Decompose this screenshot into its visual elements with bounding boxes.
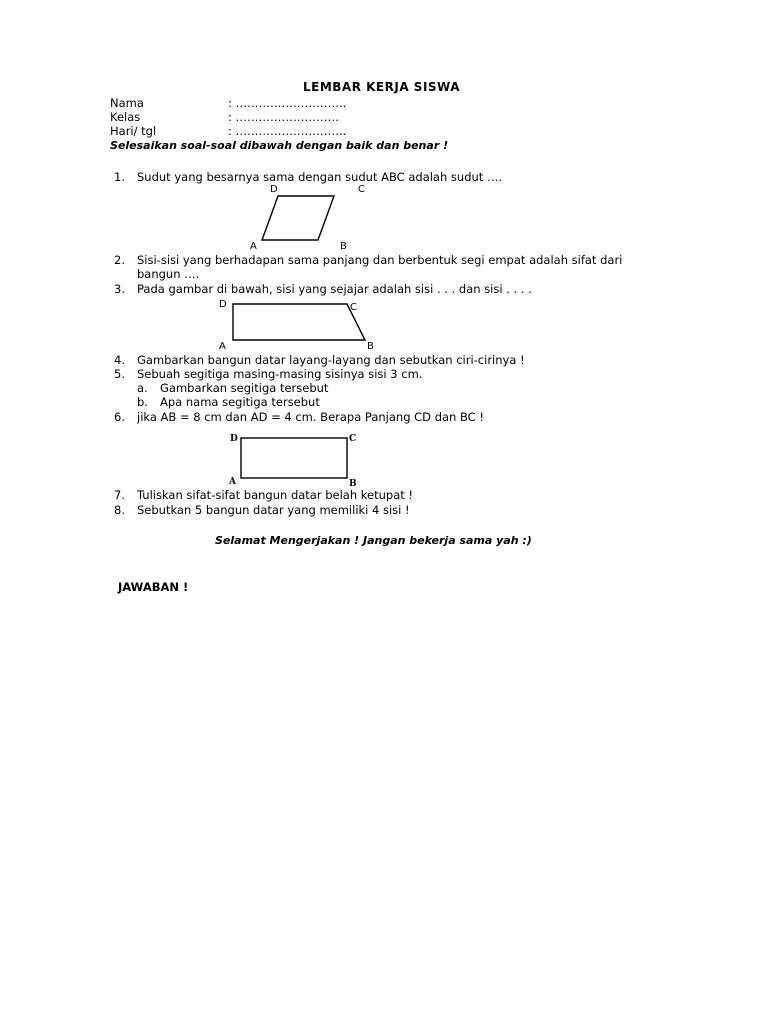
question-number: 3. <box>114 282 125 296</box>
answer-heading: JAWABAN ! <box>118 580 189 594</box>
sub-question-text: Gambarkan segitiga tersebut <box>160 381 329 395</box>
question-text: Sebutkan 5 bangun datar yang memiliki 4 sisi ! <box>137 503 410 517</box>
vertex-a-label: A <box>219 341 226 352</box>
page-title: LEMBAR KERJA SISWA <box>303 80 461 94</box>
question-text: Sudut yang besarnya sama dengan sudut ABC adalah sudut …. <box>137 170 503 184</box>
vertex-d-label: D <box>219 299 227 310</box>
vertex-c-label: C <box>349 434 357 444</box>
question-number: 7. <box>114 488 125 502</box>
vertex-c-label: C <box>350 302 357 313</box>
question-number: 2. <box>114 253 125 267</box>
sub-question-text: Apa nama segitiga tersebut <box>160 395 320 409</box>
trapezoid-shape <box>233 304 365 340</box>
question-number: 5. <box>114 367 125 381</box>
closing-message: Selamat Mengerjakan ! Jangan bekerja sama yah :) <box>215 534 532 547</box>
field-name-label: Nama <box>110 96 144 110</box>
question-text: jika AB = 8 cm dan AD = 4 cm. Berapa Panjang CD dan BC ! <box>137 410 484 424</box>
parallelogram-figure <box>240 184 380 256</box>
vertex-d-label: D <box>230 434 238 444</box>
question-number: 8. <box>114 503 125 517</box>
field-date-label: Hari/ tgl <box>110 124 157 138</box>
sub-question-number: a. <box>137 381 148 395</box>
parallelogram-shape <box>262 196 334 240</box>
vertex-b-label: B <box>340 241 347 252</box>
vertex-b-label: B <box>367 341 374 352</box>
vertex-a-label: A <box>250 241 257 252</box>
question-number: 1. <box>114 170 125 184</box>
field-name-value: : ……………………….. <box>228 96 347 110</box>
instruction: Selesaikan soal-soal dibawah dengan baik dan benar ! <box>110 139 449 152</box>
question-text-continued: bangun …. <box>137 267 200 281</box>
field-class-value: : ……………………… <box>228 110 340 124</box>
question-text: Pada gambar di bawah, sisi yang sejajar adalah sisi . . . dan sisi . . . . <box>137 282 532 296</box>
field-date-value: : ……………………….. <box>228 124 347 138</box>
field-class-label: Kelas <box>110 110 141 124</box>
question-text: Sebuah segitiga masing-masing sisinya sisi 3 cm. <box>137 367 423 381</box>
question-number: 4. <box>114 353 125 367</box>
sub-question-number: b. <box>137 395 148 409</box>
question-text: Tuliskan sifat-sifat bangun datar belah ketupat ! <box>137 488 414 502</box>
vertex-d-label: D <box>270 184 278 195</box>
question-number: 6. <box>114 410 125 424</box>
vertex-a-label: A <box>229 477 236 487</box>
rectangle-shape <box>241 438 347 478</box>
rectangle-figure <box>228 430 368 488</box>
trapezoid-figure <box>215 296 385 356</box>
question-text: Sisi-sisi yang berhadapan sama panjang dan berbentuk segi empat adalah sifat dari <box>137 253 623 267</box>
vertex-b-label: B <box>349 479 357 489</box>
question-text: Gambarkan bangun datar layang-layang dan sebutkan ciri-cirinya ! <box>137 353 525 367</box>
vertex-c-label: C <box>358 184 365 195</box>
